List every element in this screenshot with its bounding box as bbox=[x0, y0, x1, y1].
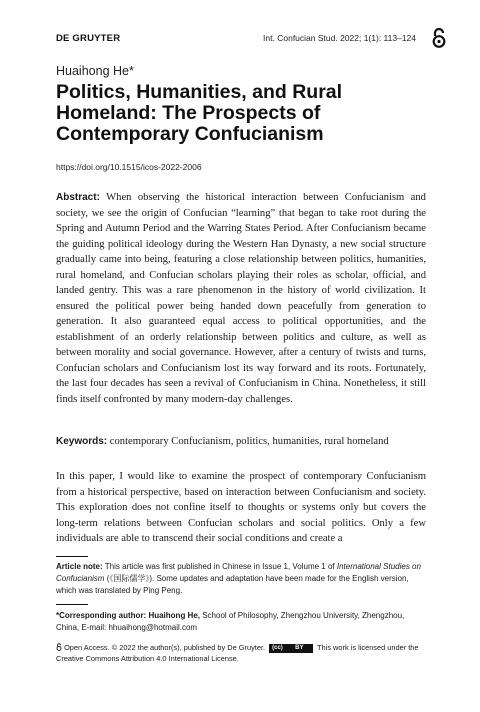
cc-badge-left: (cc) bbox=[272, 644, 283, 651]
keywords bbox=[56, 434, 426, 450]
journal-citation: Int. Confucian Stud. 2022; 1(1): 113–124 bbox=[263, 33, 416, 43]
publisher-name: DE GRUYTER bbox=[56, 33, 121, 44]
license-text-2: This work is licensed under the Creative Commons Attribution 4.0 International License. bbox=[56, 643, 419, 663]
article-title: Politics, Humanities, and Rural Homeland: The Prospects of Contemporary Confucianism bbox=[56, 81, 343, 145]
cc-by-badge[interactable] bbox=[269, 644, 313, 653]
article-note-label: Article note: bbox=[56, 562, 103, 571]
author-name: Huaihong He* bbox=[56, 64, 134, 78]
article-note-chinese: (《国际儒学》). bbox=[104, 574, 157, 583]
license-statement bbox=[56, 642, 428, 664]
cc-badge-right: BY bbox=[295, 644, 304, 651]
keywords-label: Keywords: bbox=[56, 436, 108, 447]
corresponding-author-text: School of Philosophy, Zhengzhou University, Zhengzhou, China, E-mail: hhuaihong@hotmail.com bbox=[56, 611, 405, 632]
doi-link[interactable]: https://doi.org/10.1515/icos-2022-2006 bbox=[56, 162, 202, 172]
abstract bbox=[56, 190, 426, 407]
footnote-divider-2 bbox=[56, 604, 88, 605]
article-note-journal: International Studies on Confucianism bbox=[56, 562, 421, 583]
abstract-label: Abstract: bbox=[56, 192, 100, 203]
open-access-lock-icon bbox=[431, 27, 447, 49]
corresponding-author-label: *Corresponding author: Huaihong He, bbox=[56, 611, 200, 620]
license-text-1: Open Access. © 2022 the author(s), published by De Gruyter. bbox=[64, 643, 266, 652]
page-header bbox=[56, 33, 416, 47]
corresponding-author-note bbox=[56, 610, 428, 634]
article-note-text-1: This article was first published in Chinese in Issue 1, Volume 1 of bbox=[102, 562, 337, 571]
open-access-small-icon bbox=[56, 643, 62, 651]
body-paragraph: In this paper, I would like to examine the prospect of contemporary Confucianism from a historical perspective, based on interaction between Confucianism and society. This exploration does not confine itself to thoughts or systems only but covers the long-term relations between Confucian scholars and social politics. Only a few individuals are able to transcend their social conditions and create a bbox=[56, 471, 426, 544]
keywords-text: contemporary Confucianism, politics, humanities, rural homeland bbox=[109, 436, 389, 447]
footnote-divider bbox=[56, 556, 88, 557]
article-note bbox=[56, 561, 428, 597]
article-note-text-2: Some updates and adaptation have been made for the English version, which was translated by Ping Peng. bbox=[56, 574, 409, 595]
abstract-text: When observing the historical interaction between Confucianism and society, we see the origin of Confucian “learning” that began to take root during the Spring and Autumn Period and the Warring States Period. After Confucianism became the guiding political ideology during the Western Han Dynasty, a new social structure gradually came into being, featuring a close relationship between politics, humanities, rural homeland, and Confucian scholars playing their roles as scholar, official, and landed gentry. This was a rare phenomenon in the history of world civilization. It ensured the political power being handed down peacefully from generation to generation. It also guaranteed equal access to political opportunities, and the establishment of an orderly relationship between politics and culture, as well as between morality and social governance. However, after a century of twists and turns, Confucian scholars and Confucianism lost its way forward and its roots. Fortunately, the last four decades has seen a revival of Confucianism in China. Nonetheless, it still finds itself confronted by many modern-day challenges. bbox=[56, 192, 426, 405]
